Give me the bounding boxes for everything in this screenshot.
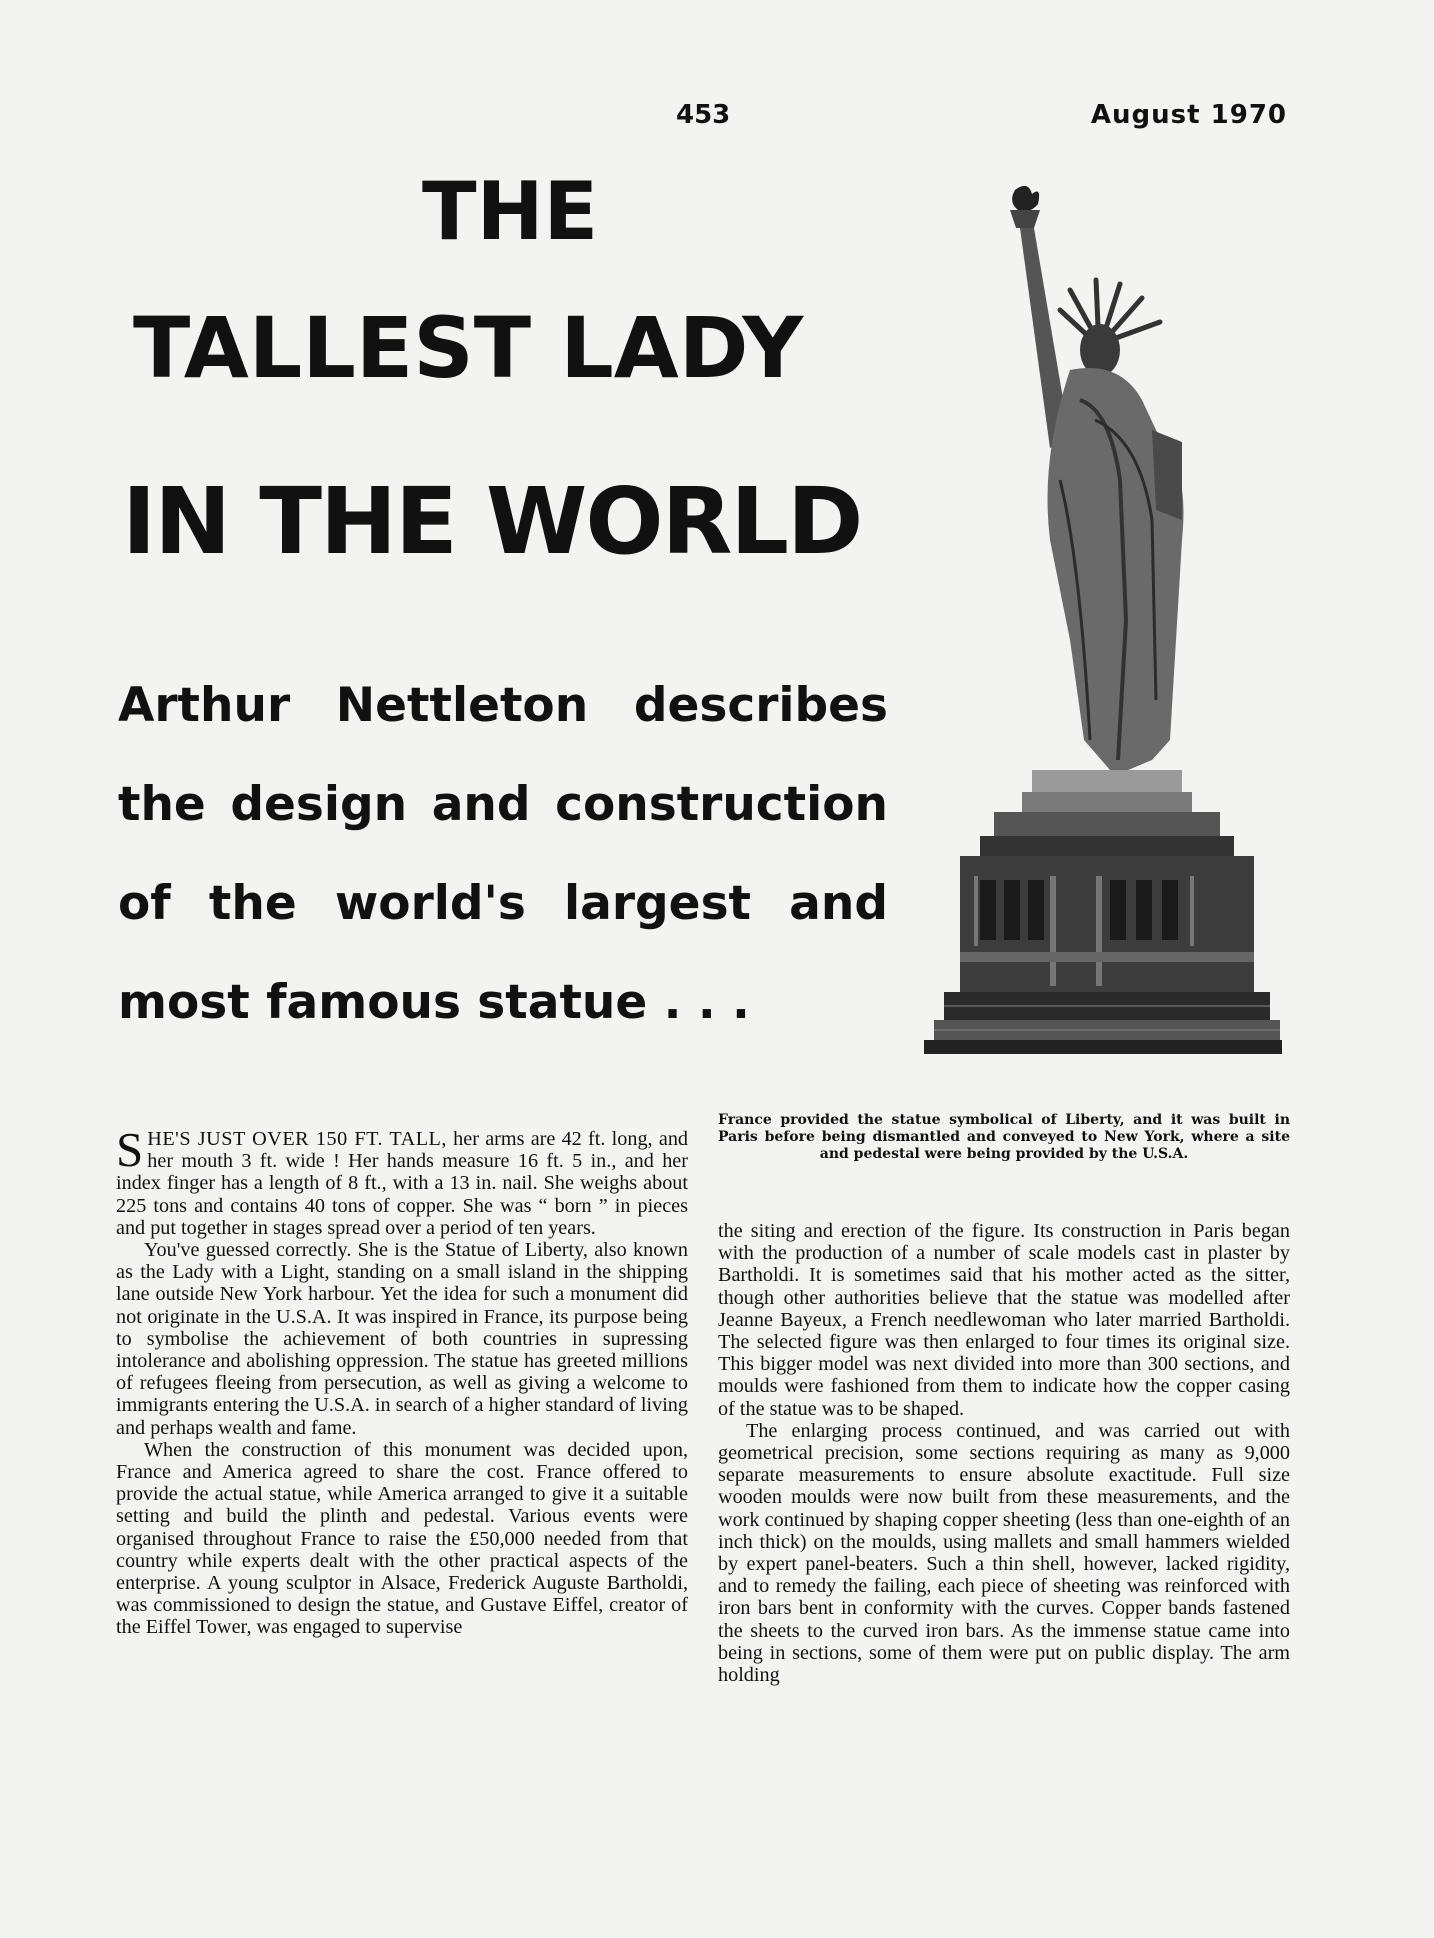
article-paragraph-4: the siting and erection of the figure. Its construction in Paris began with the production of a number of scale models cast in plaster by Bartholdi. It is sometimes said that his mother acted as the sitter, though other authorities believe that the statue was modelled after Jeanne Bayeux, a French needlewoman who later married Bartholdi. The selected figure was then enlarged to four times its original size. This bigger model was next divided into more than 300 sections, and moulds were fashioned from them to indicate how the copper casing of the statue was to be shaped. xyxy=(718,1220,1290,1420)
issue-date: August 1970 xyxy=(1090,100,1287,130)
article-paragraph-3: When the construction of this monument was decided upon, France and America agreed to share the cost. France offered to provide the actual statue, while America arranged to give it a suitable setting and build the plinth and pedestal. Various events were organised throughout France to raise the £50,000 needed from that country while experts dealt with the other practical aspects of the enterprise. A young sculptor in Alsace, Frederick Auguste Bartholdi, was commissioned to design the statue, and Gustave Eiffel, creator of the Eiffel Tower, was engaged to supervise xyxy=(116,1438,688,1639)
title-line-1: THE xyxy=(422,165,599,258)
page-number: 453 xyxy=(676,100,731,130)
paragraph-1-text: her arms are 42 ft. long, and her mouth 3 ft. wide ! Her hands measure 16 ft. 5 in., and her index finger has a length of 8 ft., with a 13 in. nail. She weighs about 225 tons and contains 40 tons of copper. She was “ born ” in pieces and put together in stages spread over a period of ten years. xyxy=(116,1128,689,1239)
article-paragraph-1 xyxy=(116,1122,689,1239)
title-line-3: IN THE WORLD xyxy=(122,468,862,575)
article-column-right xyxy=(718,1220,1290,1686)
lead-in-caps: HE'S JUST OVER 150 FT. TALL, xyxy=(147,1128,447,1150)
article-paragraph-2: You've guessed correctly. She is the Statue of Liberty, also known as the Lady with a Light, standing on a small island in the shipping lane outside New York harbour. Yet the idea for such a monument did not originate in the U.S.A. It was inspired in France, its purpose being to symbolise the achievement of both countries in supressing intolerance and abolishing oppression. The statue has greeted millions of refugees fleeing from persecution, as well as giving a welcome to immigrants entering the U.S.A. in search of a higher standard of living and perhaps wealth and fame. xyxy=(116,1239,688,1439)
article-subtitle: Arthur Nettleton describes the design and construction of the world's largest and most famous statue . . . xyxy=(118,678,888,1030)
title-line-2: TALLEST LADY xyxy=(133,299,804,397)
statue-of-liberty-photo xyxy=(920,180,1282,1080)
drop-cap: S xyxy=(116,1122,144,1177)
article-paragraph-5: The enlarging process continued, and was carried out with geometrical precision, some sections requiring as many as 9,000 separate measurements to ensure absolute exactitude. Full size wooden moulds were now built from these measurements, and the work continued by shaping copper sheeting (less than one-eighth of an inch thick) on the moulds, using mallets and small hammers wielded by expert panel-beaters. Such a thin shell, however, lacked rigidity, and to remedy the failing, each piece of sheeting was reinforced with iron bars bent in conformity with the curves. Copper bands fastened the sheets to the curved iron bars. As the immense statue came into being in sections, some of them were put on public display. The arm holding xyxy=(718,1419,1290,1687)
photo-caption: France provided the statue symbolical of Liberty, and it was built in Paris before being dismantled and conveyed to New York, where a site and pedestal were being provided by the U.S.A. xyxy=(718,1112,1290,1162)
article-column-left xyxy=(116,1122,689,1639)
